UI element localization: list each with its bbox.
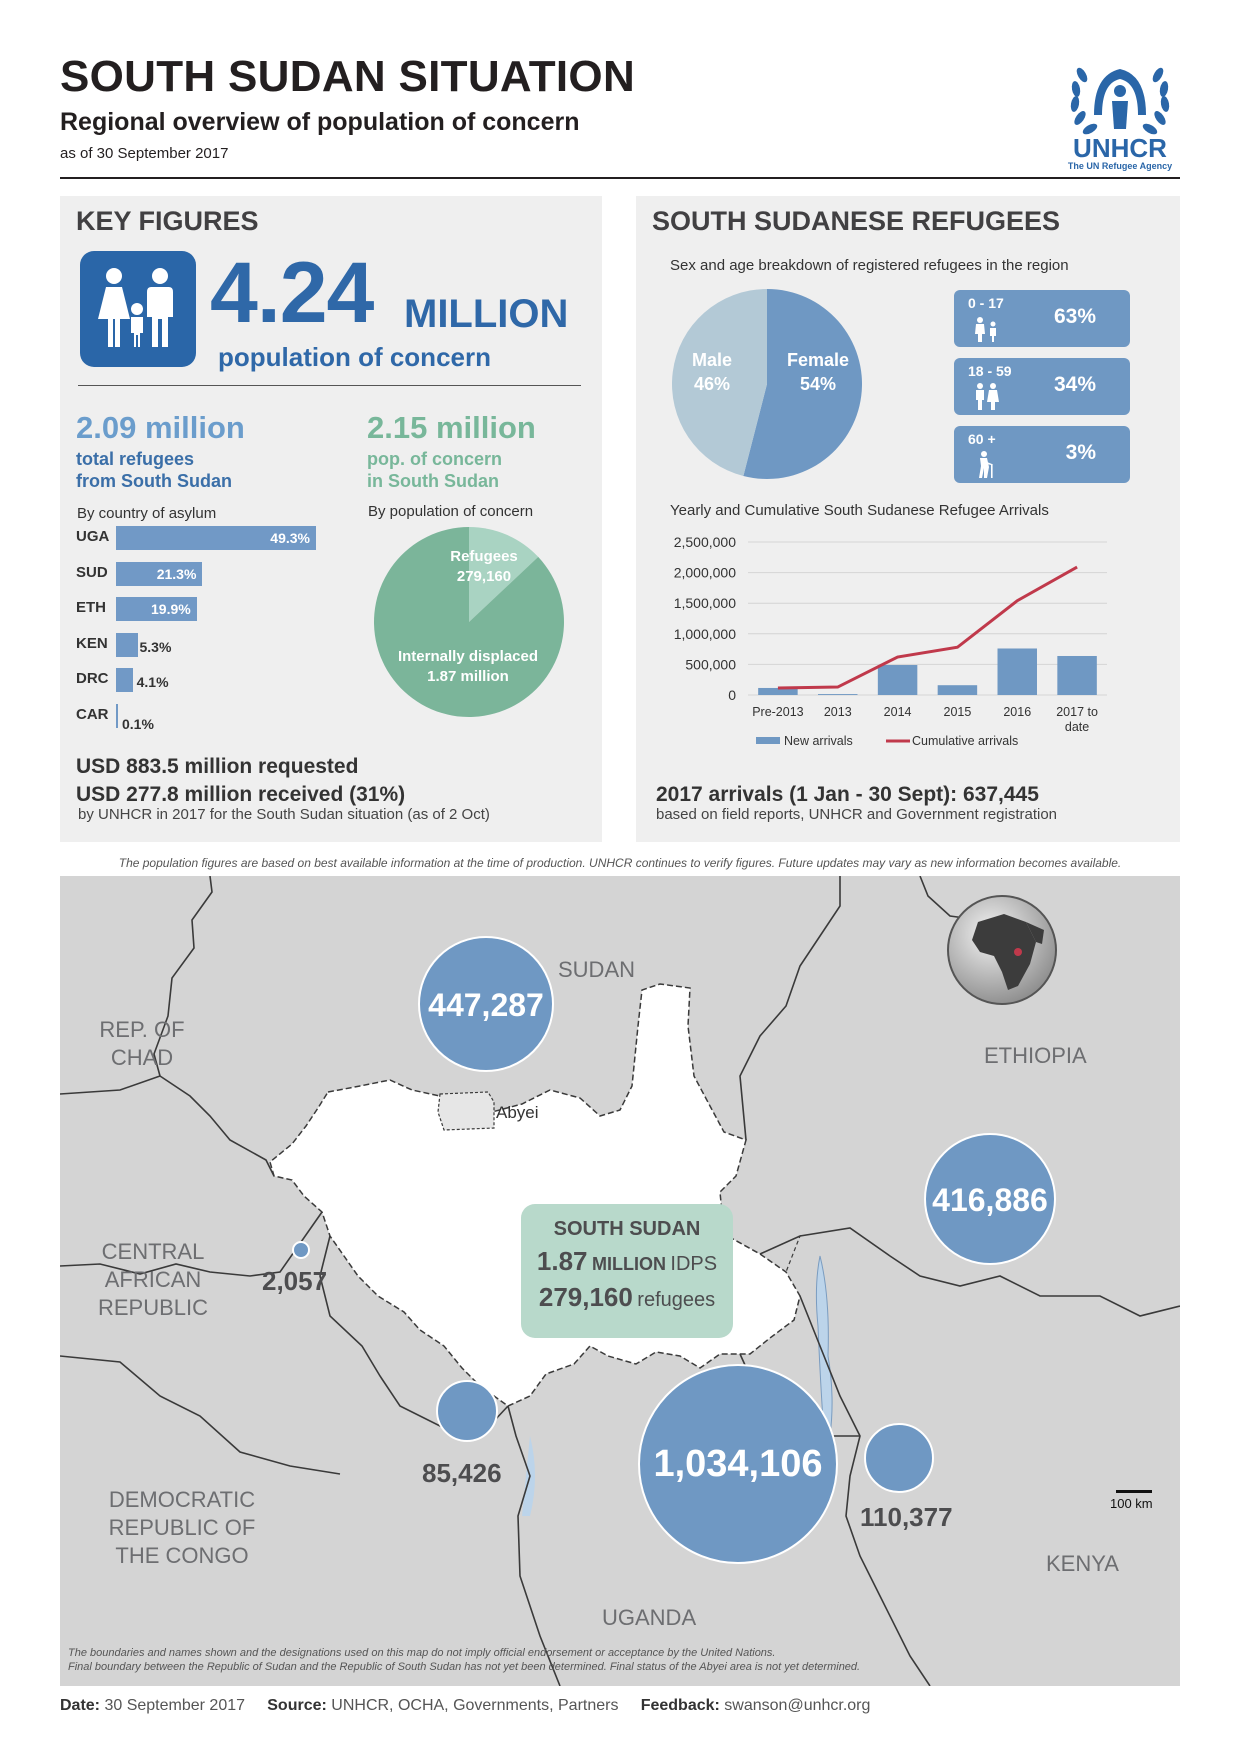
by-country-heading: By country of asylum: [77, 505, 217, 522]
map-disclaimer-line-2: Final boundary between the Republic of Sudan and the Republic of South Sudan has not yet been determined. Final status of the Abyei area is not yet determined.: [68, 1661, 861, 1673]
elderly-icon: [972, 450, 1002, 483]
by-population-heading: By population of concern: [368, 503, 534, 520]
bar-label-ken: KEN: [76, 634, 108, 652]
age-percent: 34%: [1053, 373, 1096, 396]
idp-label: IDPS: [670, 1253, 718, 1275]
globe-locator-icon: [944, 892, 1060, 1008]
logo-text: UNHCR: [1073, 133, 1167, 163]
country-label-car: [98, 1238, 208, 1322]
asylum-bar-chart: [76, 526, 376, 736]
x-tick-label: Pre-2013: [752, 705, 804, 719]
concern-pie-label-1: Internally displaced: [397, 648, 539, 665]
country-label-drc: [102, 1486, 262, 1570]
x-tick-label: 2017 to: [1056, 705, 1098, 719]
sex-age-heading: Sex and age breakdown of registered refugees in the region: [670, 257, 1069, 274]
bubble-sudan: [418, 936, 554, 1072]
bubble-car: [292, 1241, 310, 1259]
age-percent: 3%: [1065, 441, 1096, 464]
south-sudan-idps: [521, 1246, 733, 1277]
adults-icon: [972, 382, 1002, 415]
x-tick-label: 2013: [823, 705, 852, 719]
chad-line-2: CHAD: [110, 1045, 174, 1070]
concern-pie-value-1: 1.87 million: [427, 668, 509, 685]
bubble-kenya-value: 110,377: [860, 1502, 953, 1532]
scale-label: 100 km: [1110, 1496, 1153, 1511]
legend-cumulative-arrivals: Cumulative arrivals: [912, 734, 1019, 748]
population-disclaimer: The population figures are based on best available information at the time of production. UNHCR continues to verify figures. Future updates may vary as new information becomes available.: [118, 856, 1122, 870]
x-tick-label: 2016: [1003, 705, 1032, 719]
country-label-sudan: SUDAN: [558, 957, 636, 982]
x-tick-label: 2015: [943, 705, 972, 719]
bar-value-sud: 21.3%: [156, 565, 197, 582]
drc-line-2: REPUBLIC OF: [108, 1515, 256, 1540]
bar-value-eth: 19.9%: [151, 601, 191, 617]
footer-source: UNHCR, OCHA, Governments, Partners: [331, 1697, 619, 1714]
in-country-label-line-2: in South Sudan: [367, 471, 499, 491]
arrivals-note: based on field reports, UNHCR and Government registration: [656, 806, 1058, 823]
arrival-bar: [878, 665, 917, 695]
arrivals-summary: 2017 arrivals (1 Jan - 30 Sept): 637,445: [656, 783, 1039, 806]
age-box-1: [954, 358, 1130, 415]
refugees-heading: SOUTH SUDANESE REFUGEES: [652, 206, 1061, 236]
arrival-bar: [938, 685, 977, 695]
header-divider: [60, 177, 1180, 179]
refugees-label: [76, 448, 232, 492]
sex-pie-value-1: 46%: [693, 374, 731, 394]
bar-label-drc: DRC: [76, 670, 109, 687]
arrival-bar: [1057, 656, 1096, 695]
age-box-2: [954, 426, 1130, 483]
chad-line-1: REP. OF: [99, 1017, 185, 1042]
y-tick-label: 2,500,000: [673, 534, 736, 550]
key-figures-heading: KEY FIGURES: [76, 206, 259, 236]
bubble-car-value: 2,057: [262, 1266, 328, 1296]
car-line-1: CENTRAL: [101, 1239, 205, 1264]
footer-feedback-email[interactable]: swanson@unhcr.org: [724, 1697, 871, 1714]
y-tick-label: 1,500,000: [673, 595, 736, 612]
car-line-3: REPUBLIC: [98, 1295, 209, 1320]
in-country-label: [367, 448, 502, 492]
age-box-0: [954, 290, 1130, 347]
bar-value-car: 0.1%: [122, 715, 154, 732]
bubble-drc: [436, 1380, 498, 1442]
funding-received: USD 277.8 million received (31%): [76, 783, 406, 806]
idp-unit: MILLION: [591, 1254, 666, 1274]
legend-new-arrivals: New arrivals: [784, 734, 853, 748]
children-icon: [972, 314, 1002, 347]
arrival-bar: [818, 694, 857, 695]
key-figures-divider: [78, 385, 581, 386]
y-tick-label: 0: [728, 687, 736, 703]
age-range: 60 +: [968, 431, 996, 447]
footer-date-label: Date:: [60, 1697, 101, 1714]
arrivals-combo-chart: [652, 530, 1122, 760]
scale-bar: [1116, 1490, 1152, 1493]
bar-label-eth: ETH: [76, 599, 106, 616]
footer-source-label: Source:: [267, 1697, 327, 1714]
concern-pie-label-0: Refugees: [450, 548, 518, 565]
country-label-kenya: KENYA: [1046, 1551, 1119, 1576]
total-population-value: 4.24: [210, 245, 374, 341]
concern-pie-value-0: 279,160: [456, 568, 512, 585]
total-population-label: population of concern: [218, 342, 491, 372]
refugees-label-line-1: total refugees: [76, 449, 195, 469]
bar-value-ken: 5.3%: [139, 638, 172, 655]
total-population-unit: MILLION: [404, 292, 569, 336]
bar-value-drc: 4.1%: [136, 674, 169, 690]
bar-label-car: CAR: [76, 705, 109, 723]
sex-pie-label-1: Male: [691, 350, 733, 370]
sex-breakdown-pie-chart: [670, 287, 864, 481]
page-subtitle: Regional overview of population of concern: [60, 108, 580, 136]
south-sudan-summary: [521, 1204, 733, 1338]
page-title: SOUTH SUDAN SITUATION: [60, 52, 636, 101]
bar-ken: [116, 633, 138, 657]
arrivals-heading: Yearly and Cumulative South Sudanese Refugee Arrivals: [670, 502, 1049, 519]
ss-refugees-label: refugees: [637, 1289, 716, 1311]
in-country-label-line-1: pop. of concern: [367, 449, 502, 469]
bar-label-uga: UGA: [76, 528, 110, 545]
south-sudan-name: SOUTH SUDAN: [553, 1218, 701, 1240]
age-percent: 63%: [1053, 305, 1096, 328]
family-icon: [80, 251, 196, 367]
arrival-bar: [998, 648, 1037, 695]
bubble-kenya: [864, 1423, 934, 1493]
bar-drc: [116, 668, 133, 692]
country-label-ethiopia: ETHIOPIA: [984, 1043, 1087, 1068]
ss-refugees-value: 279,160: [538, 1282, 633, 1312]
bubble-uganda: [638, 1364, 838, 1564]
car-line-2: AFRICAN: [104, 1267, 202, 1292]
bar-car: [116, 704, 118, 728]
unhcr-logo: [1060, 55, 1180, 173]
population-concern-pie-chart: [372, 525, 566, 719]
funding-requested: USD 883.5 million requested: [76, 755, 359, 778]
south-sudan-refugees: [521, 1282, 733, 1313]
map-disclaimer: [68, 1646, 860, 1674]
legend-swatch-new: [756, 737, 780, 744]
idp-value: 1.87: [536, 1246, 588, 1276]
bar-value-uga: 49.3%: [270, 530, 310, 546]
bubble-uganda-value: 1,034,106: [653, 1443, 823, 1485]
footer-date: 30 September 2017: [104, 1697, 246, 1714]
sex-pie-label-0: Female: [786, 350, 850, 370]
footer-feedback-label: Feedback:: [640, 1697, 720, 1714]
footer: [60, 1697, 870, 1715]
y-tick-label: 1,000,000: [673, 625, 736, 642]
bubble-sudan-value: 447,287: [428, 987, 544, 1023]
bar-label-sud: SUD: [76, 563, 108, 581]
refugees-value: 2.09 million: [76, 410, 245, 445]
bubble-ethiopia: [924, 1133, 1056, 1265]
y-tick-label: 2,000,000: [673, 564, 736, 581]
drc-line-1: DEMOCRATIC: [108, 1487, 256, 1512]
country-label-chad: [72, 1016, 212, 1072]
sex-pie-value-0: 54%: [799, 374, 837, 394]
refugees-label-line-2: from South Sudan: [76, 471, 232, 491]
bubble-ethiopia-value: 416,886: [932, 1182, 1048, 1218]
funding-note: by UNHCR in 2017 for the South Sudan situation (as of 2 Oct): [78, 806, 490, 823]
as-of-date: as of 30 September 2017: [60, 145, 229, 162]
in-country-value: 2.15 million: [367, 410, 536, 445]
drc-line-3: THE CONGO: [115, 1543, 249, 1568]
y-tick-label: 500,000: [685, 656, 736, 673]
logo-tagline: The UN Refugee Agency: [1067, 161, 1173, 171]
x-tick-label: 2014: [883, 705, 912, 719]
x-tick-label: date: [1064, 720, 1090, 734]
age-range: 0 - 17: [968, 295, 1004, 311]
map-disclaimer-line-1: The boundaries and names shown and the designations used on this map do not imply official endorsement or acceptance by the United Nations.: [68, 1647, 776, 1659]
abyei-label: Abyei: [496, 1103, 539, 1122]
age-range: 18 - 59: [968, 363, 1012, 379]
bubble-drc-value: 85,426: [422, 1458, 502, 1488]
country-label-uganda: UGANDA: [602, 1605, 697, 1630]
